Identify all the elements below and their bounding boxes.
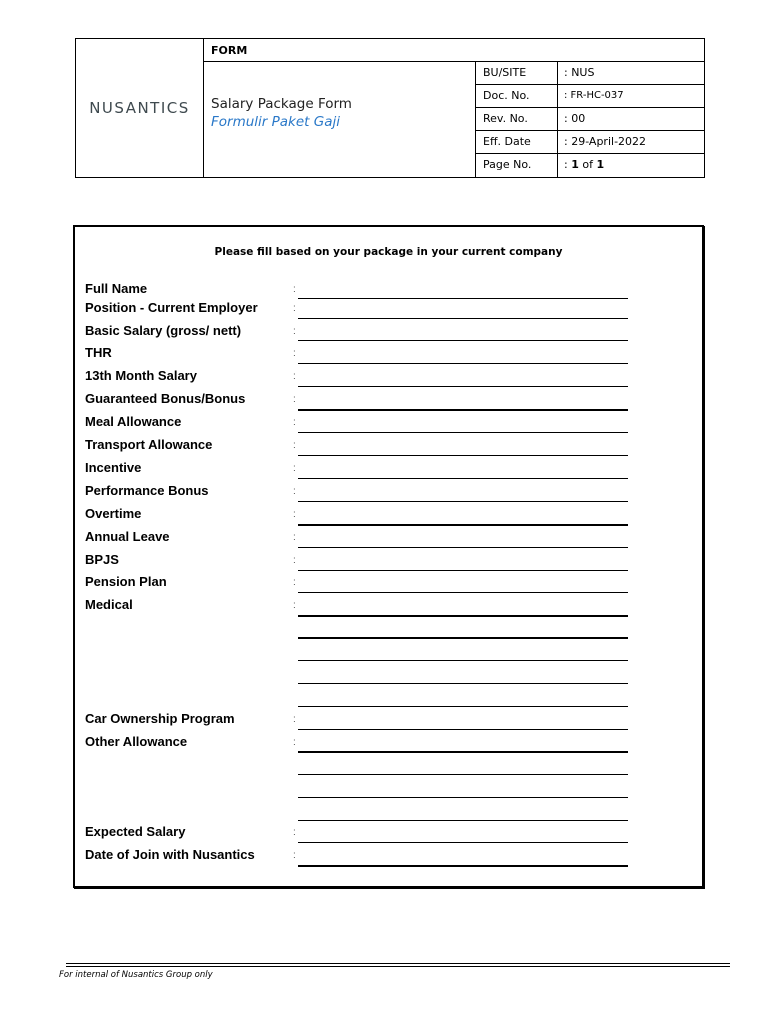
page-prefix: : (564, 158, 572, 171)
colon: : (293, 486, 296, 497)
label-basic-salary: Basic Salary (gross/ nett) (85, 323, 242, 338)
input-line-car-ownership[interactable] (298, 729, 628, 730)
label-performance-bonus: Performance Bonus (85, 483, 209, 498)
form-title-indonesian: Formulir Paket Gaji (211, 114, 340, 130)
colon: : (293, 417, 296, 428)
input-line-medical-extra[interactable] (298, 683, 628, 684)
meta-key: Rev. No. (476, 108, 558, 130)
label-thr: THR (85, 345, 112, 360)
colon: : (293, 555, 296, 566)
label-bonus: Guaranteed Bonus/Bonus (85, 391, 246, 406)
colon: : (293, 326, 296, 337)
meta-key: Eff. Date (476, 131, 558, 153)
label-incentive: Incentive (85, 460, 142, 475)
input-line-expected-salary[interactable] (298, 842, 628, 843)
label-expected-salary: Expected Salary (85, 824, 186, 839)
label-meal-allowance: Meal Allowance (85, 414, 182, 429)
colon: : (293, 348, 296, 359)
label-full-name: Full Name (85, 281, 148, 296)
meta-row-rev-no (476, 108, 704, 131)
colon: : (293, 371, 296, 382)
input-line-medical[interactable] (298, 615, 628, 617)
label-bpjs: BPJS (85, 552, 119, 567)
form-header (75, 38, 705, 178)
colon: : (293, 440, 296, 451)
meta-value: : 00 (564, 112, 586, 125)
company-logo: NUSANTICS (89, 99, 190, 117)
label-date-of-join: Date of Join with Nusantics (85, 847, 255, 862)
input-line-date-of-join[interactable] (298, 865, 628, 867)
input-line-bpjs[interactable] (298, 570, 628, 571)
footer-divider (66, 966, 730, 967)
input-line-bonus[interactable] (298, 409, 628, 411)
input-line-annual-leave[interactable] (298, 547, 628, 548)
title-cell (204, 62, 476, 177)
colon: : (293, 463, 296, 474)
document-meta-table (476, 62, 704, 177)
label-medical: Medical (85, 597, 133, 612)
salary-form-body (73, 225, 704, 888)
meta-row-eff-date (476, 131, 704, 154)
label-position: Position - Current Employer (85, 300, 258, 315)
input-line-meal-allowance[interactable] (298, 432, 628, 433)
page-sep: of (578, 158, 597, 171)
input-line-thr[interactable] (298, 363, 628, 364)
form-title-english: Salary Package Form (211, 96, 352, 112)
input-line-other-allowance[interactable] (298, 751, 628, 753)
label-overtime: Overtime (85, 506, 142, 521)
meta-value: : FR-HC-037 (564, 90, 624, 101)
footer-note: For internal of Nusantics Group only (59, 970, 213, 980)
colon: : (293, 284, 296, 295)
meta-row-bu-site (476, 62, 704, 85)
page-current: 1 (571, 158, 579, 171)
colon: : (293, 394, 296, 405)
label-13th-month: 13th Month Salary (85, 368, 197, 383)
page-total: 1 (596, 158, 605, 171)
meta-key: Page No. (476, 154, 558, 177)
colon: : (293, 827, 296, 838)
colon: : (293, 303, 296, 314)
form-type-label: FORM (204, 39, 704, 62)
input-line-position[interactable] (298, 318, 628, 319)
page-number-value (558, 154, 704, 177)
meta-row-doc-no (476, 85, 704, 108)
meta-row-page-no (476, 154, 704, 177)
meta-value: : 29-April-2022 (564, 135, 647, 148)
colon: : (293, 714, 296, 725)
meta-value: : NUS (564, 66, 595, 79)
input-line-medical-extra[interactable] (298, 637, 628, 639)
meta-key: BU/SITE (476, 62, 558, 84)
footer-divider (66, 963, 730, 964)
meta-key: Doc. No. (476, 85, 558, 107)
label-pension-plan: Pension Plan (85, 574, 167, 589)
logo-cell (76, 39, 204, 177)
colon: : (293, 600, 296, 611)
input-line-other-allowance-extra[interactable] (298, 797, 628, 798)
form-instruction: Please fill based on your package in your current company (214, 246, 563, 258)
input-line-transport-allowance[interactable] (298, 455, 628, 456)
colon: : (293, 532, 296, 543)
colon: : (293, 737, 296, 748)
label-car-ownership: Car Ownership Program (85, 711, 235, 726)
input-line-other-allowance-extra[interactable] (298, 774, 628, 775)
input-line-other-allowance-extra[interactable] (298, 820, 628, 821)
input-line-medical-extra[interactable] (298, 706, 628, 707)
input-line-performance-bonus[interactable] (298, 501, 628, 502)
input-line-overtime[interactable] (298, 524, 628, 526)
colon: : (293, 577, 296, 588)
input-line-basic-salary[interactable] (298, 340, 628, 341)
input-line-incentive[interactable] (298, 478, 628, 479)
label-other-allowance: Other Allowance (85, 734, 188, 749)
label-transport-allowance: Transport Allowance (85, 437, 213, 452)
input-line-medical-extra[interactable] (298, 660, 628, 661)
colon: : (293, 850, 296, 861)
input-line-pension-plan[interactable] (298, 592, 628, 593)
colon: : (293, 509, 296, 520)
label-annual-leave: Annual Leave (85, 529, 170, 544)
input-line-13th-month[interactable] (298, 386, 628, 387)
input-line-full-name[interactable] (298, 298, 628, 299)
